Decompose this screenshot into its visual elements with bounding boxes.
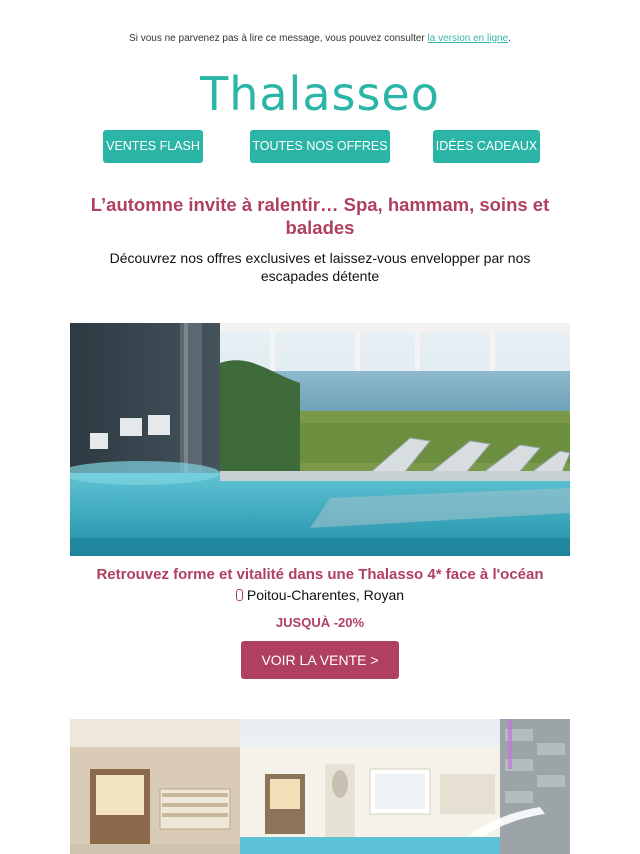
hero-headline: L’automne invite à ralentir… Spa, hammam, soins et balades xyxy=(90,194,550,238)
offer-photo-indoor-spa[interactable] xyxy=(70,719,570,854)
offer-title[interactable]: Retrouvez forme et vitalité dans une Thalasso 4* face à l'océan xyxy=(96,566,544,583)
preheader-suffix: . xyxy=(508,33,511,44)
preheader-text: Si vous ne parvenez pas à lire ce message, vous pouvez consulter xyxy=(129,33,428,44)
preheader xyxy=(0,33,640,44)
indoor-spa-image xyxy=(70,719,570,854)
nav-idees-cadeaux-button[interactable]: IDÉES CADEAUX xyxy=(433,130,540,163)
pool-ocean-image xyxy=(70,323,570,556)
offer-photo-pool-ocean[interactable] xyxy=(70,323,570,556)
hero-intro: Découvrez nos offres exclusives et laissez-vous envelopper par nos escapades détente xyxy=(109,250,531,284)
online-version-link[interactable]: la version en ligne xyxy=(427,33,509,44)
nav-bar xyxy=(0,130,640,164)
map-pin-icon xyxy=(236,589,243,601)
brand-logo[interactable]: Thalasseo xyxy=(200,67,440,121)
offer-location xyxy=(60,587,580,603)
offer-discount: JUSQUÀ -20% xyxy=(275,615,365,630)
nav-toutes-offres-button[interactable]: TOUTES NOS OFFRES xyxy=(250,130,390,163)
nav-ventes-flash-button[interactable]: VENTES FLASH xyxy=(103,130,203,163)
offer-location-text: Poitou-Charentes, Royan xyxy=(246,587,405,603)
voir-la-vente-button[interactable]: VOIR LA VENTE > xyxy=(241,641,399,679)
